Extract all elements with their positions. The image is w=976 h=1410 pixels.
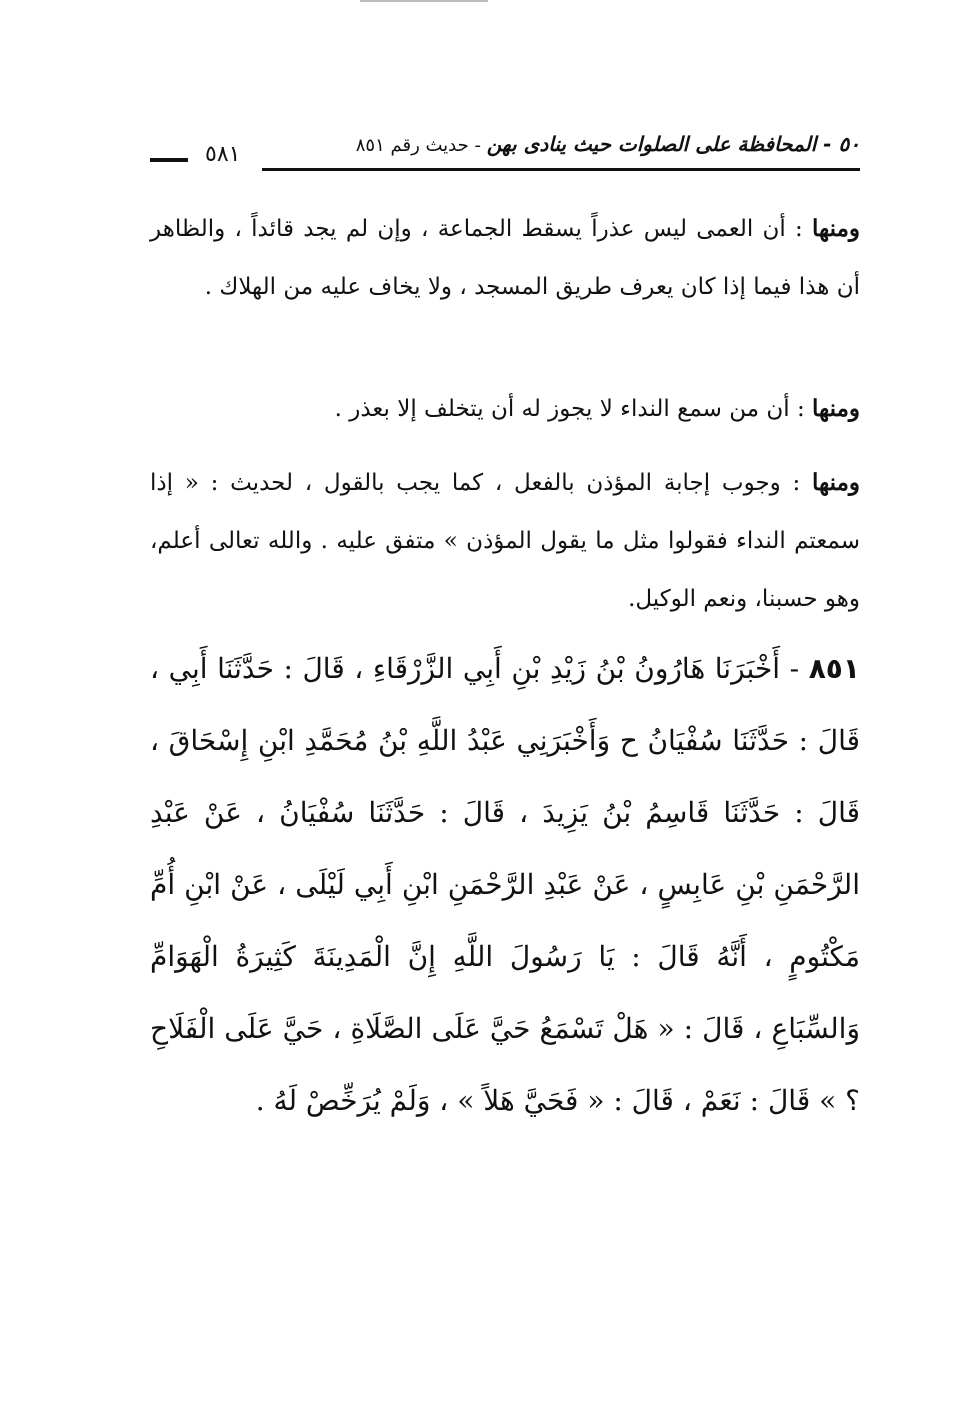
chapter-title: ٥٠ - المحافظة على الصلوات حيث ينادى بهن (486, 132, 860, 156)
running-head (150, 130, 860, 178)
chapter-heading (356, 132, 860, 156)
header-rule (262, 168, 860, 171)
commentary-paragraph (150, 380, 860, 438)
commentary-paragraph (150, 200, 860, 316)
paragraph-keyword: ومنها (812, 395, 860, 422)
paragraph-text: : أن العمى ليس عذراً يسقط الجماعة ، وإن لم يجد قائداً ، والظاهر أن هذا فيما إذا كان يعرف طريق المسجد ، ولا يخاف عليه من الهلاك . (150, 216, 860, 300)
page-number-dash (150, 158, 188, 162)
paragraph-keyword: ومنها (812, 215, 860, 242)
commentary-paragraph (150, 454, 860, 628)
paragraph-keyword: ومنها (812, 469, 860, 496)
top-edge-rule (360, 0, 488, 2)
hadith-text: - أَخْبَرَنَا هَارُونُ بْنُ زَيْدِ بْنِ أَبِي الزَّرْقَاءِ ، قَالَ : حَدَّثَنَا أَبِي ، قَالَ : حَدَّثَنَا سُفْيَانُ ح وَأَخْبَرَنِي عَبْدُ اللَّهِ بْنُ مُحَمَّدِ ابْنِ إِسْحَاقَ ، قَالَ : حَدَّثَنَا قَاسِمُ بْنُ يَزِيدَ ، قَالَ : حَدَّثَنَا سُفْيَانُ ، عَنْ عَبْدِ الرَّحْمَنِ بْنِ عَابِسٍ ، عَنْ عَبْدِ الرَّحْمَنِ ابْنِ أَبِي لَيْلَى ، عَنْ ابْنِ أُمِّ مَكْتُومٍ ، أَنَّهُ قَالَ : يَا رَسُولَ اللَّهِ إِنَّ الْمَدِينَةَ كَثِيرَةُ الْهَوَامِّ وَالسِّبَاعِ ، قَالَ : « هَلْ تَسْمَعُ حَيَّ عَلَى الصَّلَاةِ ، حَيَّ عَلَى الْفَلَاحِ ؟ » قَالَ : نَعَمْ ، قَالَ : « فَحَيَّ هَلاً » ، وَلَمْ يُرَخِّصْ لَهُ . (150, 652, 860, 1117)
hadith-reference: - حديث رقم ٨٥١ (355, 135, 487, 156)
paragraph-text: : وجوب إجابة المؤذن بالفعل ، كما يجب بالقول ، لحديث : « إذا سمعتم النداء فقولوا مثل ما يقول المؤذن » متفق عليه . والله تعالى أعلم، وهو حسبنا، ونعم الوكيل. (150, 470, 860, 612)
hadith-number: ٨٥١ (808, 652, 860, 685)
paragraph-text: : أن من سمع النداء لا يجوز له أن يتخلف إلا بعذر . (334, 396, 813, 422)
page-number: ٥٨١ (205, 142, 241, 167)
hadith-text-block (150, 633, 860, 1137)
